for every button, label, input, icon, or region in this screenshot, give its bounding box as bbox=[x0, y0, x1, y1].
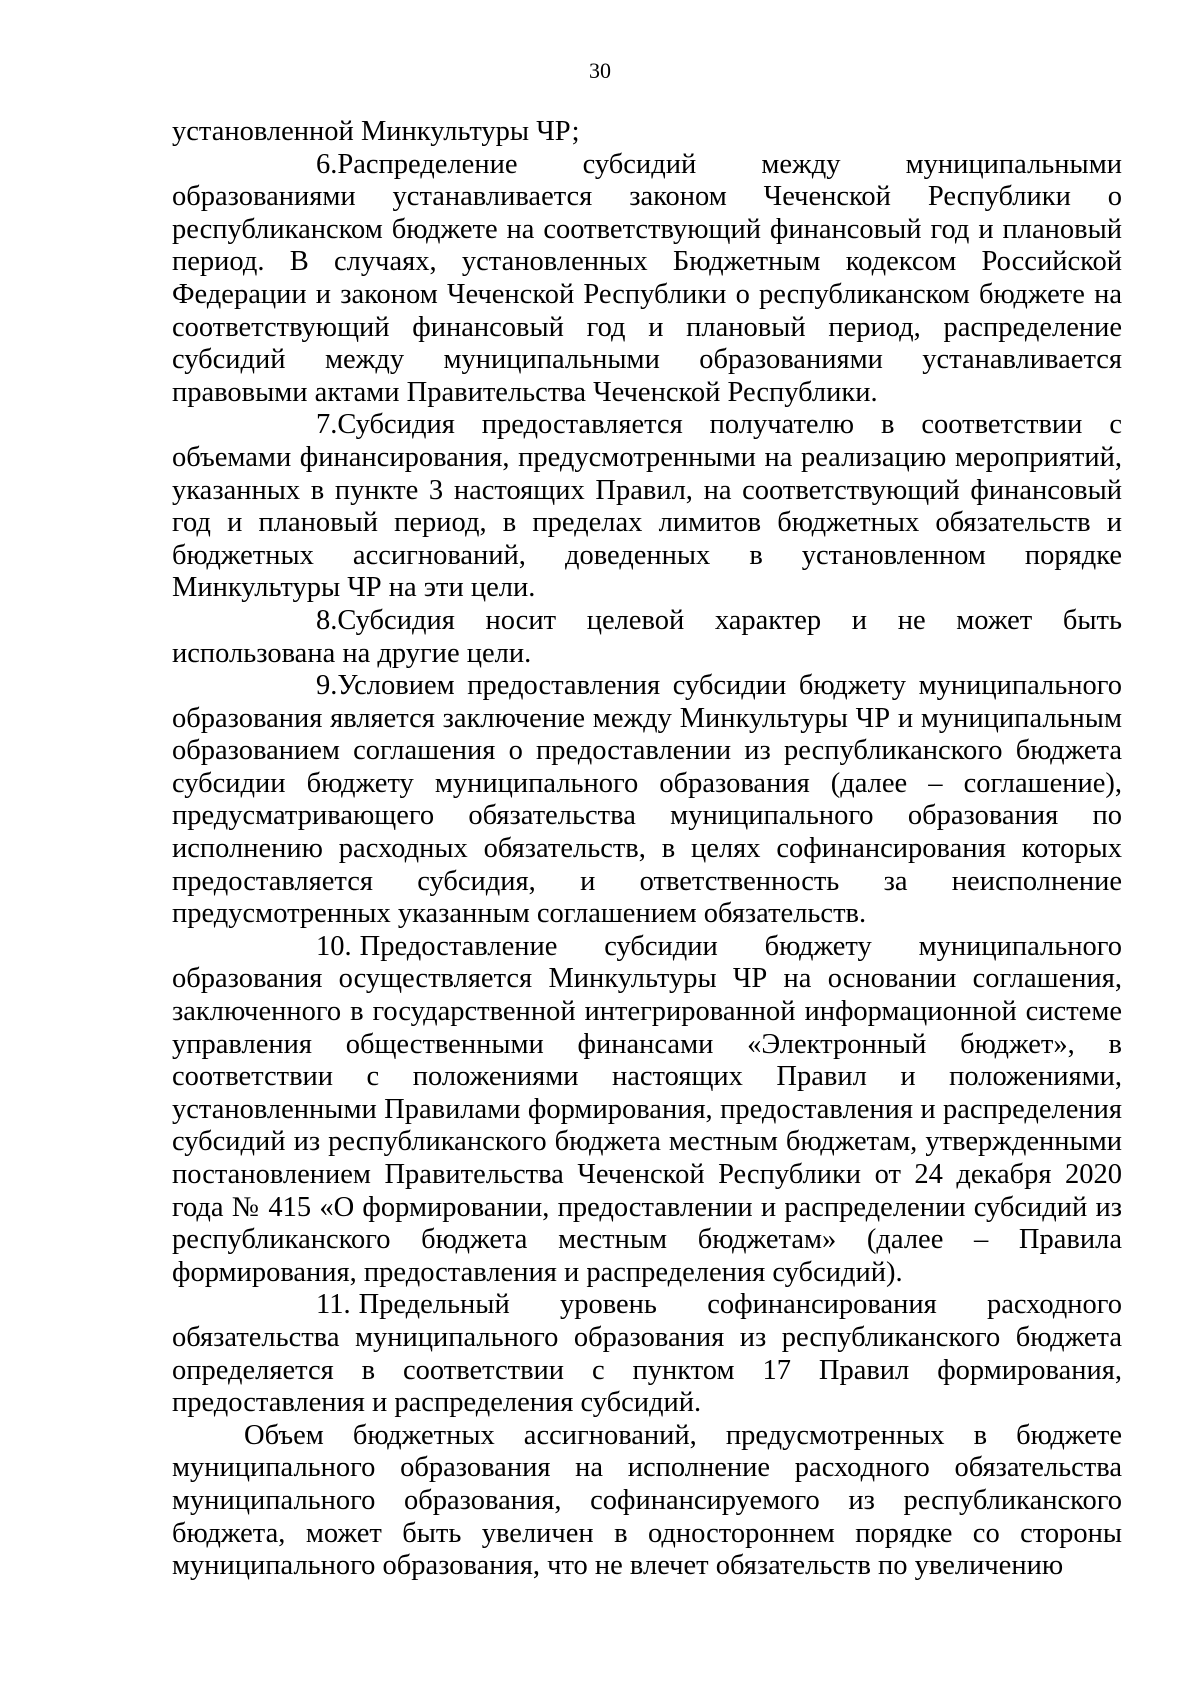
paragraph-number: 7. bbox=[316, 409, 338, 441]
paragraph-text: установленной Минкультуры ЧР; bbox=[172, 116, 580, 147]
paragraph-item-8 bbox=[172, 605, 1122, 670]
paragraph-number: 11. bbox=[316, 1289, 351, 1321]
paragraph-text: Субсидия предоставляется получателю в соответствии с объемами финансирования, предусмотренными на реализацию мероприятий, указанных в пункте 3 настоящих Правил, на соответствующий финансовый год и плановый период, в пределах лимитов бюджетных обязательств и бюджетных ассигнований, доведенных в установленном порядке Минкультуры ЧР на эти цели. bbox=[172, 409, 1122, 604]
paragraph-text: Условием предоставления субсидии бюджету муниципального образования является заключение между Минкультуры ЧР и муниципальным образованием соглашения о предоставлении из республиканского бюджета субсидии бюджету муниципального образования (далее – соглашение), предусматривающего обязательства муниципального образования по исполнению расходных обязательств, в целях софинансирования которых предоставляется субсидия, и ответственность за неисполнение предусмотренных указанным соглашением обязательств. bbox=[172, 670, 1122, 930]
paragraph-number: 6. bbox=[316, 148, 338, 180]
paragraph-budget-increase bbox=[172, 1420, 1122, 1583]
paragraph-number: 8. bbox=[316, 604, 338, 636]
page-number: 30 bbox=[589, 58, 611, 83]
paragraph-text: Объем бюджетных ассигнований, предусмотренных в бюджете муниципального образования на исполнение расходного обязательства муниципального образования, софинансируемого из республиканского бюджета, может быть увеличен в одностороннем порядке со стороны муниципального образования, что не влечет обязательств по увеличению bbox=[172, 1419, 1122, 1582]
paragraph-item-7 bbox=[172, 409, 1122, 605]
paragraph-continuation bbox=[172, 116, 1122, 149]
paragraph-item-9 bbox=[172, 670, 1122, 931]
paragraph-number: 10. bbox=[316, 930, 352, 962]
paragraph-number: 9. bbox=[316, 670, 338, 702]
paragraph-text: Субсидия носит целевой характер и не может быть использована на другие цели. bbox=[172, 604, 1122, 669]
paragraph-item-11 bbox=[172, 1289, 1122, 1419]
paragraph-text: Распределение субсидий между муниципальными образованиями устанавливается законом Чеченской Республики о республиканском бюджете на соответствующий финансовый год и плановый период. В случаях, установленных Бюджетным кодексом Российской Федерации и законом Чеченской Республики о республиканском бюджете на соответствующий финансовый год и плановый период, распределение субсидий между муниципальными образованиями устанавливается правовыми актами Правительства Чеченской Республики. bbox=[172, 148, 1122, 408]
paragraph-text: Предоставление субсидии бюджету муниципального образования осуществляется Минкультуры ЧР на основании соглашения, заключенного в государственной интегрированной информационной системе управления общественными финансами «Электронный бюджет», в соответствии с положениями настоящих Правил и положениями, установленными Правилами формирования, предоставления и распределения субсидий из республиканского бюджета местным бюджетам, утвержденными постановлением Правительства Чеченской Республики от 24 декабря 2020 года № 415 «О формировании, предоставлении и распределении субсидий из республиканского бюджета местным бюджетам» (далее – Правила формирования, предоставления и распределения субсидий). bbox=[172, 930, 1122, 1288]
paragraph-item-10 bbox=[172, 931, 1122, 1290]
paragraph-item-6 bbox=[172, 149, 1122, 410]
paragraph-text: Предельный уровень софинансирования расходного обязательства муниципального образования из республиканского бюджета определяется в соответствии с пунктом 17 Правил формирования, предоставления и распределения субсидий. bbox=[172, 1289, 1122, 1419]
document-body bbox=[172, 116, 1122, 1583]
